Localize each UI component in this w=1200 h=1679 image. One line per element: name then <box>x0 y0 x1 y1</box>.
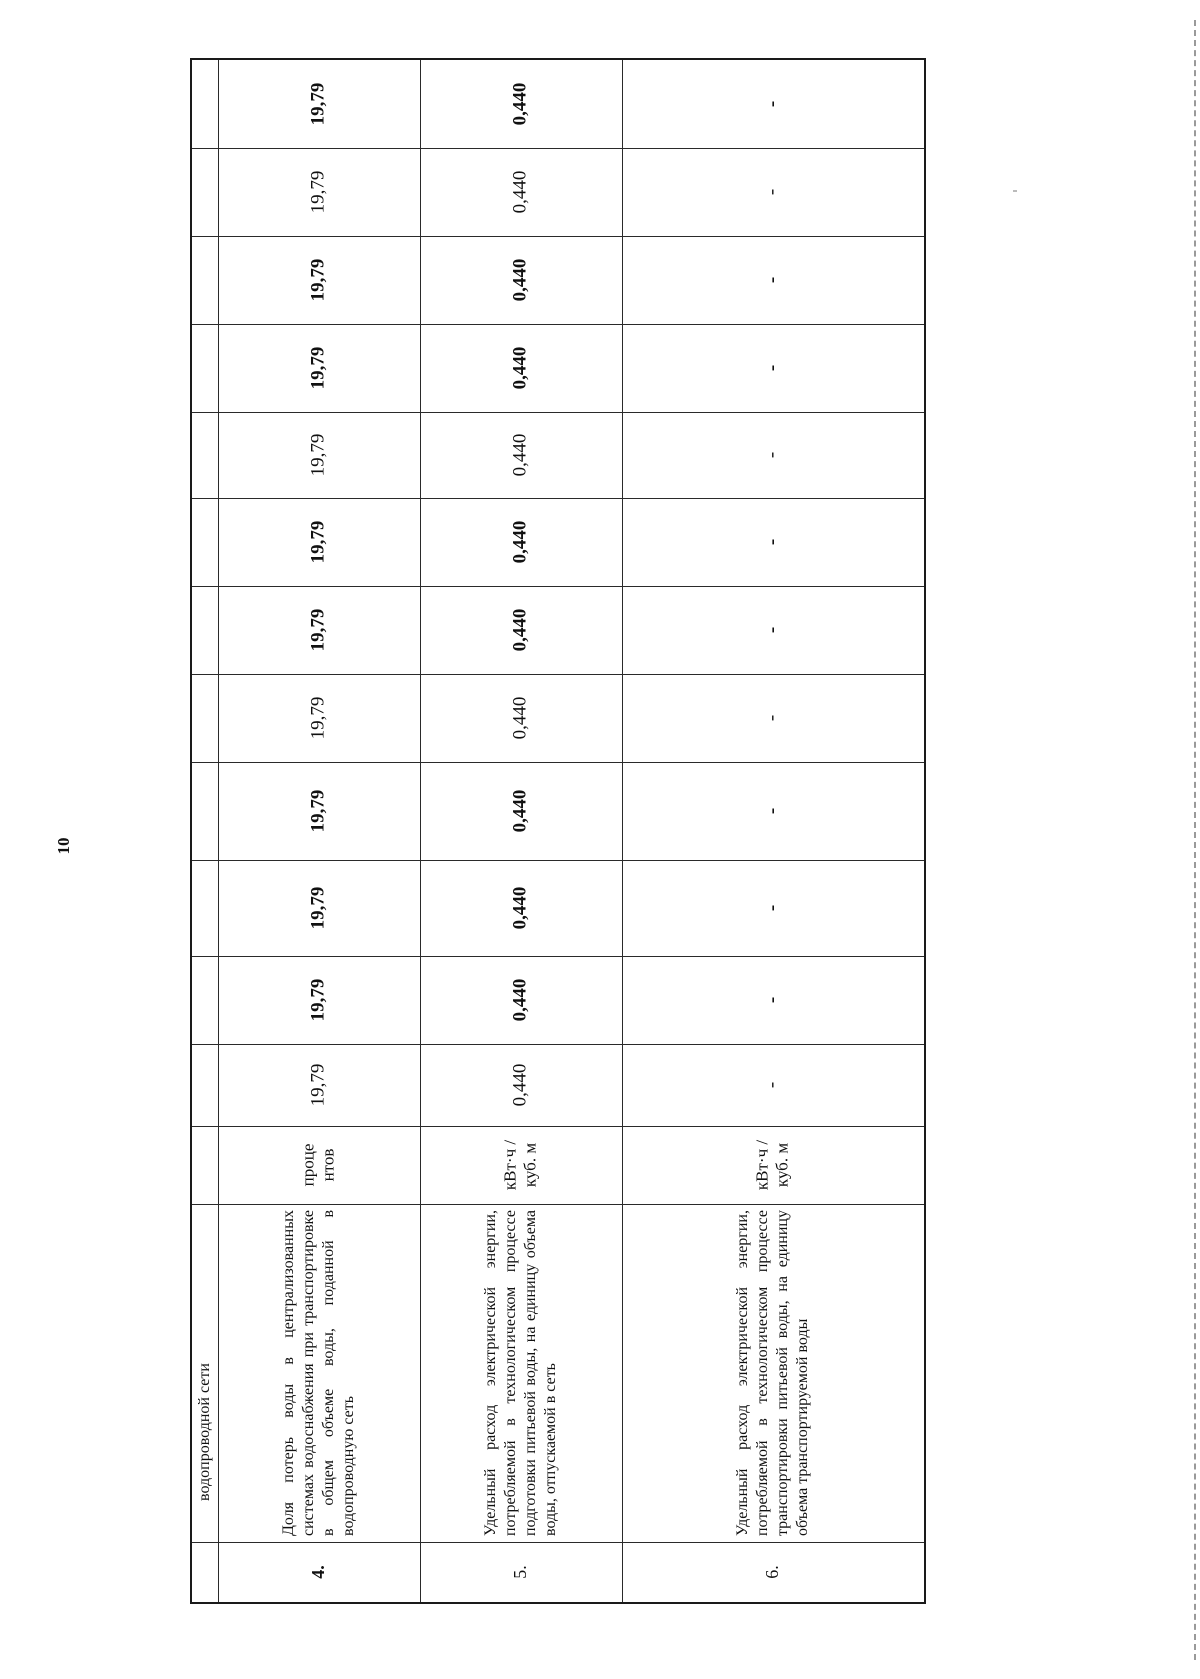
grid-line <box>622 60 623 1602</box>
value-cell-r5-c6: 0,440 <box>509 608 531 652</box>
value-cell-r4-c7: 19,79 <box>307 520 329 564</box>
grid-line <box>192 762 924 763</box>
value-cell-r6-c3: - <box>761 904 783 912</box>
indicator-cell-r5: Удельный расход электрической энергии, потребляемой в технологическом процессе подготовки питьевой воды, на единицу объема воды, отпускаемой в сеть <box>482 1210 559 1536</box>
value-cell-r4-c9: 19,79 <box>307 346 329 390</box>
unit-cell-r4: проце нтов <box>298 1143 338 1187</box>
value-cell-r4-c3: 19,79 <box>307 886 329 930</box>
value-cell-r6-c2: - <box>761 996 783 1004</box>
indicator-cell-r4: Доля потерь воды в централизованных системах водоснабжения при транспортировке в общем объеме воды, поданной в водопроводную сеть <box>280 1210 357 1536</box>
value-cell-r4-c1: 19,79 <box>307 1063 329 1107</box>
value-cell-r4-c6: 19,79 <box>307 608 329 652</box>
value-cell-r5-c4: 0,440 <box>509 789 531 833</box>
value-cell-r6-c11: - <box>761 188 783 196</box>
value-cell-r4-c2: 19,79 <box>307 978 329 1022</box>
value-cell-r6-c10: - <box>761 276 783 284</box>
continuation-text: водопроводной сети <box>196 1363 213 1501</box>
value-cell-r5-c5: 0,440 <box>509 696 531 740</box>
value-cell-r6-c8: - <box>761 451 783 459</box>
page-number: 10 <box>54 837 73 855</box>
value-cell-r4-c4: 19,79 <box>307 789 329 833</box>
value-cell-r5-c3: 0,440 <box>509 886 531 930</box>
value-cell-r6-c7: - <box>761 538 783 546</box>
grid-line <box>218 60 219 1602</box>
value-cell-r4-c11: 19,79 <box>307 170 329 214</box>
value-cell-r6-c1: - <box>761 1081 783 1089</box>
grid-line <box>192 674 924 675</box>
row-number-5: 5. <box>510 1565 531 1579</box>
value-cell-r5-c1: 0,440 <box>509 1063 531 1107</box>
grid-line <box>192 860 924 861</box>
row-number-4: 4. <box>308 1565 329 1579</box>
value-cell-r6-c6: - <box>761 626 783 634</box>
row-number-6: 6. <box>762 1565 783 1579</box>
value-cell-r5-c2: 0,440 <box>509 978 531 1022</box>
scan-speck <box>1013 190 1017 192</box>
value-cell-r6-c9: - <box>761 364 783 372</box>
grid-line <box>192 1542 924 1543</box>
value-cell-r4-c12: 19,79 <box>307 82 329 126</box>
value-cell-r4-c8: 19,79 <box>307 433 329 477</box>
unit-cell-r5: кВт·ч / куб. м <box>500 1139 540 1191</box>
grid-line <box>192 1044 924 1045</box>
grid-line <box>420 60 421 1602</box>
grid-line <box>192 498 924 499</box>
indicators-grid <box>190 58 926 1604</box>
value-cell-r5-c9: 0,440 <box>509 346 531 390</box>
value-cell-r4-c10: 19,79 <box>307 258 329 302</box>
value-cell-r6-c5: - <box>761 714 783 722</box>
grid-line <box>192 148 924 149</box>
value-cell-r5-c12: 0,440 <box>509 82 531 126</box>
scan-margin-line <box>1194 20 1196 1660</box>
grid-line <box>192 236 924 237</box>
indicator-cell-r6: Удельный расход электрической энергии, потребляемой в технологическом процессе транспортировки питьевой воды, на единицу объема транспортируемой воды <box>734 1210 811 1536</box>
grid-line <box>192 412 924 413</box>
value-cell-r4-c5: 19,79 <box>307 696 329 740</box>
grid-line <box>192 324 924 325</box>
value-cell-r5-c11: 0,440 <box>509 170 531 214</box>
grid-line <box>192 586 924 587</box>
value-cell-r6-c12: - <box>761 100 783 108</box>
value-cell-r6-c4: - <box>761 807 783 815</box>
value-cell-r5-c7: 0,440 <box>509 520 531 564</box>
grid-line <box>192 1126 924 1127</box>
grid-line <box>192 956 924 957</box>
value-cell-r5-c8: 0,440 <box>509 433 531 477</box>
unit-cell-r6: кВт·ч / куб. м <box>752 1139 792 1191</box>
grid-line <box>192 1204 924 1205</box>
value-cell-r5-c10: 0,440 <box>509 258 531 302</box>
